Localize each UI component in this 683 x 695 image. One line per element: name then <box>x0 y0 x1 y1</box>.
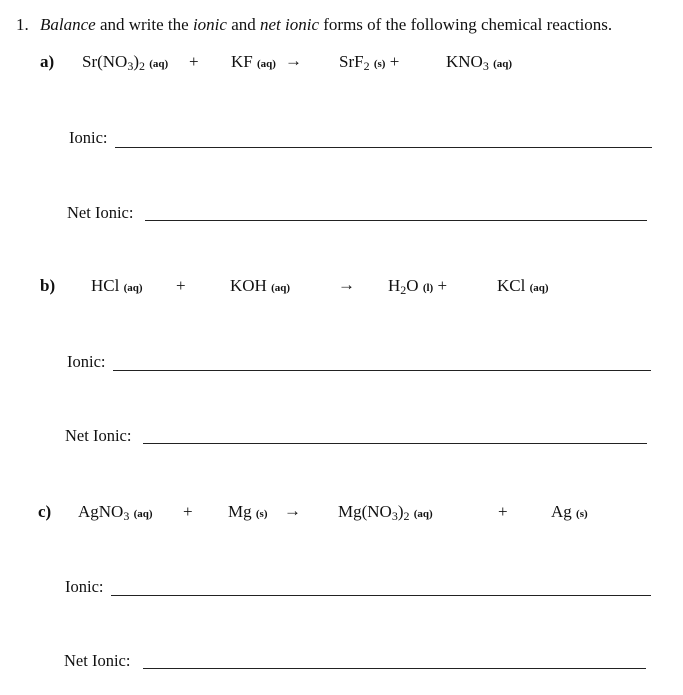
reaction-a-net-ionic-answer-line[interactable] <box>145 220 647 221</box>
reaction-b-net-ionic-label: Net Ionic: <box>65 426 132 445</box>
prompt-text-1: and write the <box>95 15 193 34</box>
reaction-b-ionic-answer-line[interactable] <box>113 370 651 371</box>
reaction-b-arrow-icon: → <box>338 275 355 294</box>
reaction-c-product-1: Mg(NO3)2 (aq) <box>338 502 433 523</box>
reaction-c-net-ionic-label: Net Ionic: <box>64 651 131 670</box>
reaction-b-letter: b) <box>40 276 56 295</box>
reaction-c-plus-2: + <box>498 502 508 521</box>
reaction-c-reactant-1: AgNO3 (aq) <box>78 502 153 523</box>
question-prompt <box>40 15 612 35</box>
reaction-c-ionic-label: Ionic: <box>65 577 104 596</box>
reaction-a-product-1: SrF2 (s) + <box>339 52 400 73</box>
reaction-b-net-ionic-answer-line[interactable] <box>143 443 647 444</box>
reaction-b-reactant-2: KOH (aq) <box>230 276 291 295</box>
ionic-word: ionic <box>192 15 227 34</box>
reaction-a-net-ionic-label: Net Ionic: <box>67 203 134 222</box>
reaction-a-reactant-2: KF (aq) <box>231 52 276 71</box>
prompt-text-2: and <box>226 15 260 34</box>
prompt-text-3: forms of the following chemical reactions. <box>319 15 613 34</box>
reaction-a-product-2: KNO3 (aq) <box>446 52 513 73</box>
reaction-c-plus-1: + <box>183 502 193 521</box>
reaction-c-reactant-2: Mg (s) <box>228 502 268 521</box>
reaction-b-reactant-1: HCl (aq) <box>91 276 143 295</box>
reaction-c-ionic-answer-line[interactable] <box>111 595 651 596</box>
reaction-b-plus-1: + <box>176 276 186 295</box>
reaction-b-product-1: H2O (l) + <box>388 276 448 297</box>
reaction-a-reactant-1: Sr(NO3)2 (aq) <box>82 52 169 73</box>
question-number: 1. <box>16 15 29 34</box>
reaction-b-product-2: KCl (aq) <box>497 276 549 295</box>
net-ionic-word: net ionic <box>260 15 320 34</box>
reaction-c-product-2: Ag (s) <box>551 502 588 521</box>
reaction-c-arrow-icon: → <box>284 501 301 520</box>
reaction-a-plus-1: + <box>189 52 199 71</box>
reaction-a-letter: a) <box>40 52 55 71</box>
reaction-a-arrow-icon: → <box>285 51 302 70</box>
reaction-a-ionic-answer-line[interactable] <box>115 147 652 148</box>
reaction-c-net-ionic-answer-line[interactable] <box>143 668 646 669</box>
reaction-b-ionic-label: Ionic: <box>67 352 106 371</box>
balance-word: Balance <box>40 15 96 34</box>
reaction-c-letter: c) <box>38 502 52 521</box>
reaction-a-ionic-label: Ionic: <box>69 128 108 147</box>
